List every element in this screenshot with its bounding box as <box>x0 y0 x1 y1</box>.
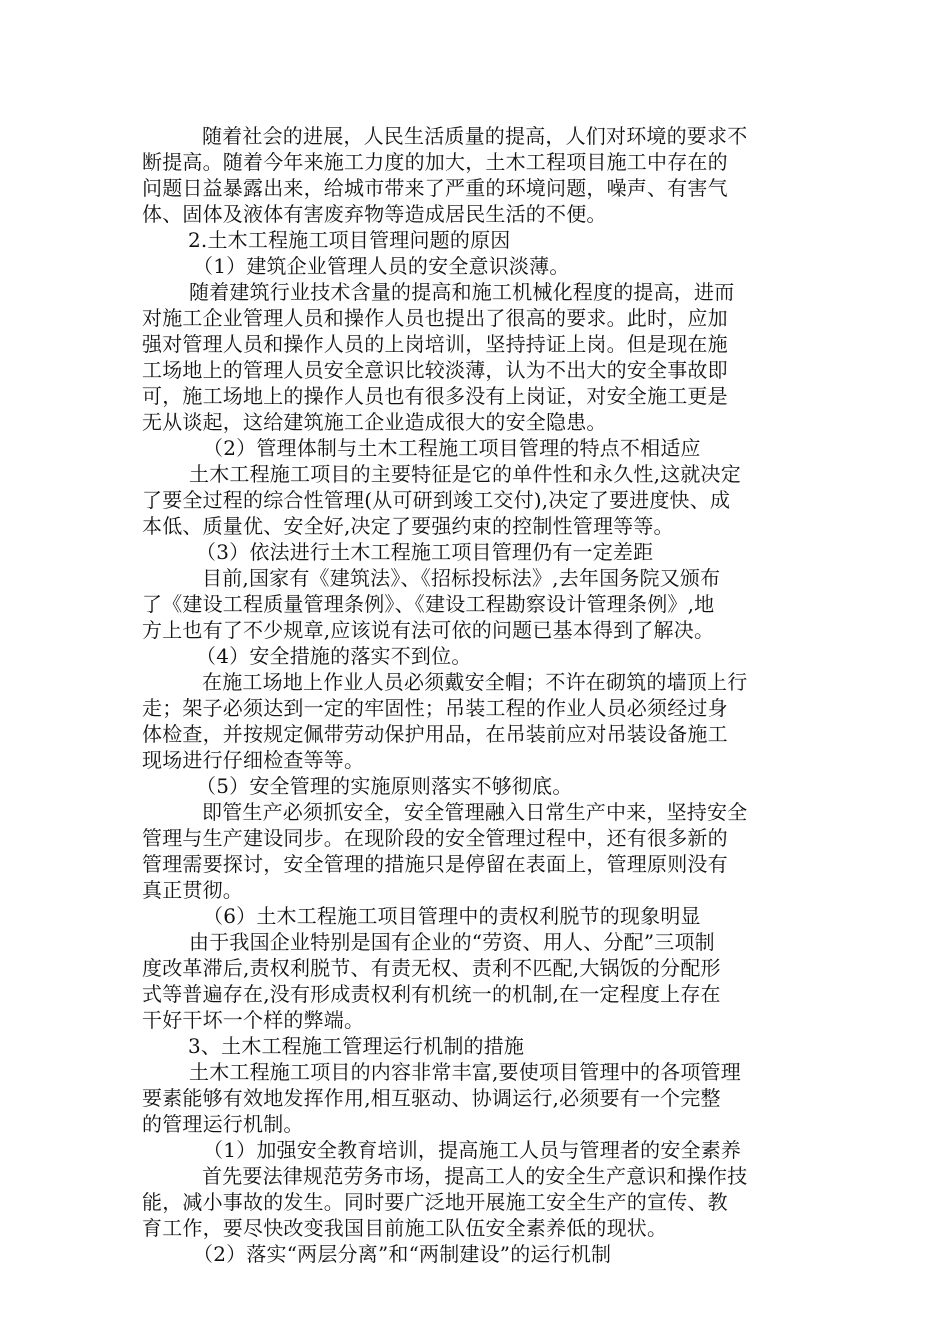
text-line: 的管理运行机制。 <box>142 1112 304 1136</box>
text-line: 随着建筑行业技术含量的提高和施工机械化程度的提高，进而 <box>189 280 735 304</box>
text-line: 强对管理人员和操作人员的上岗培训，坚持持证上岗。但是现在施 <box>142 332 728 356</box>
subsection-heading: （1）加强安全教育培训，提高施工人员与管理者的安全素养 <box>203 1138 742 1162</box>
section-heading: 3、土木工程施工管理运行机制的措施 <box>188 1034 525 1058</box>
subsection-heading: （2）落实“两层分离”和“两制建设”的运行机制 <box>193 1242 612 1266</box>
text-line: 在施工场地上作业人员必须戴安全帽；不许在砌筑的墙顶上行 <box>202 670 748 694</box>
text-line: 随着社会的进展，人民生活质量的提高，人们对环境的要求不 <box>202 124 748 148</box>
text-line: 育工作，要尽快改变我国目前施工队伍安全素养低的现状。 <box>142 1216 668 1240</box>
text-line: 能，减小事故的发生。同时要广泛地开展施工安全生产的宣传、教 <box>142 1190 728 1214</box>
subsection-heading: （2）管理体制与土木工程施工项目管理的特点不相适应 <box>203 436 701 460</box>
subsection-heading: （1）建筑企业管理人员的安全意识淡薄。 <box>193 254 570 278</box>
text-line: 真正贯彻。 <box>142 878 243 902</box>
text-line: 要素能够有效地发挥作用,相互驱动、协调运行,必须要有一个完整 <box>142 1086 721 1110</box>
text-line: 工场地上的管理人员安全意识比较淡薄，认为不出大的安全事故即 <box>142 358 728 382</box>
text-line: 干好干坏一个样的弊端。 <box>142 1008 365 1032</box>
text-line: 方上也有了不少规章,应该说有法可依的问题已基本得到了解决。 <box>142 618 715 642</box>
text-line: 体检查，并按规定佩带劳动保护用品，在吊装前应对吊装设备施工 <box>142 722 728 746</box>
text-line: 本低、质量优、安全好,决定了要强约束的控制性管理等等。 <box>142 514 674 538</box>
text-line: 由于我国企业特别是国有企业的“劳资、用人、分配”三项制 <box>189 930 715 954</box>
text-line: 问题日益暴露出来，给城市带来了严重的环境问题，噪声、有害气 <box>142 176 728 200</box>
text-line: 现场进行仔细检查等等。 <box>142 748 365 772</box>
text-line: 土木工程施工项目的内容非常丰富,要使项目管理中的各项管理 <box>189 1060 741 1084</box>
text-line: 土木工程施工项目的主要特征是它的单件性和永久性,这就决定 <box>189 462 741 486</box>
text-line: 度改革滞后,责权利脱节、有责无权、责利不匹配,大锅饭的分配形 <box>142 956 721 980</box>
text-line: 了《建设工程质量管理条例》、《建设工程勘察设计管理条例》,地 <box>142 592 715 616</box>
text-line: 断提高。随着今年来施工力度的加大，土木工程项目施工中存在的 <box>142 150 728 174</box>
subsection-heading: （6）土木工程施工项目管理中的责权利脱节的现象明显 <box>203 904 701 928</box>
section-heading: 2.土木工程施工项目管理问题的原因 <box>188 228 511 252</box>
subsection-heading: （3）依法进行土木工程施工项目管理仍有一定差距 <box>196 540 654 564</box>
text-line: 了要全过程的综合性管理(从可研到竣工交付),决定了要进度快、成 <box>142 488 731 512</box>
text-line: 走；架子必须达到一定的牢固性；吊装工程的作业人员必须经过身 <box>142 696 728 720</box>
text-line: 对施工企业管理人员和操作人员也提出了很高的要求。此时，应加 <box>142 306 728 330</box>
text-line: 目前,国家有《建筑法》、《招标投标法》,去年国务院又颁布 <box>202 566 721 590</box>
subsection-heading: （4）安全措施的落实不到位。 <box>196 644 472 668</box>
text-line: 无从谈起，这给建筑施工企业造成很大的安全隐患。 <box>142 410 607 434</box>
text-line: 可，施工场地上的操作人员也有很多没有上岗证，对安全施工更是 <box>142 384 728 408</box>
text-line: 管理与生产建设同步。在现阶段的安全管理过程中，还有很多新的 <box>142 826 728 850</box>
text-line: 体、固体及液体有害废弃物等造成居民生活的不便。 <box>142 202 607 226</box>
text-line: 首先要法律规范劳务市场，提高工人的安全生产意识和操作技 <box>202 1164 748 1188</box>
text-line: 式等普遍存在,没有形成责权利有机统一的机制,在一定程度上存在 <box>142 982 721 1006</box>
text-line: 管理需要探讨，安全管理的措施只是停留在表面上，管理原则没有 <box>142 852 728 876</box>
subsection-heading: （5）安全管理的实施原则落实不够彻底。 <box>196 774 573 798</box>
text-line: 即管生产必须抓安全，安全管理融入日常生产中来，坚持安全 <box>202 800 748 824</box>
